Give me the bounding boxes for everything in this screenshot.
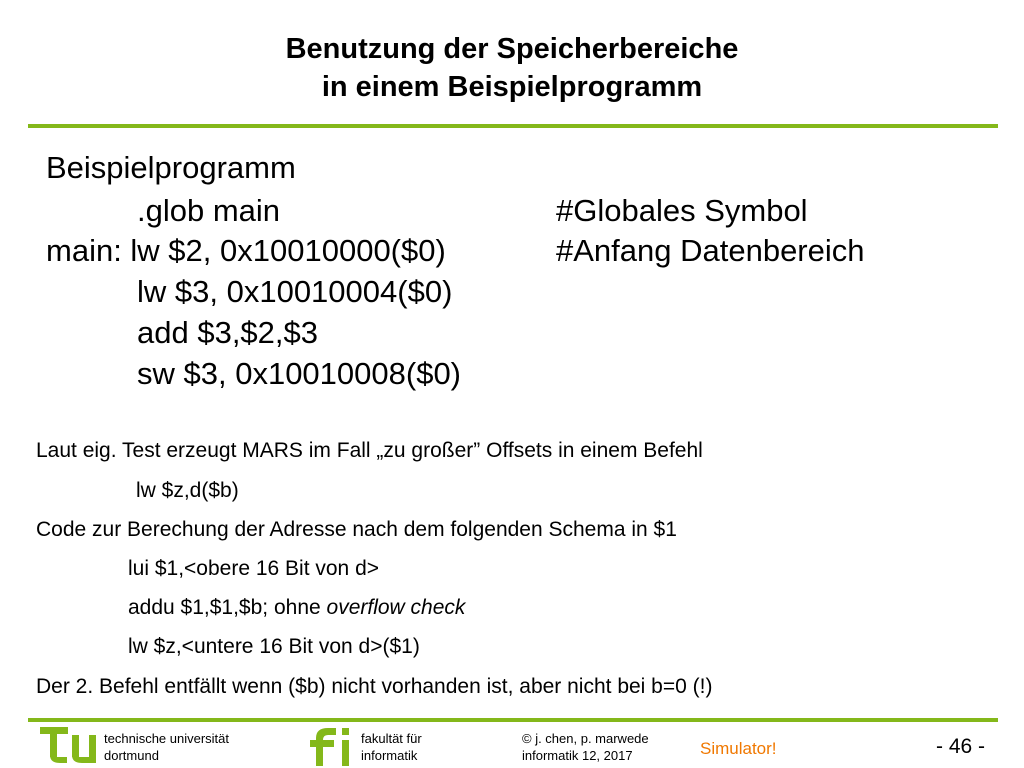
code-line-5: sw $3, 0x10010008($0) <box>137 356 462 391</box>
code-line-3: lw $3, 0x10010004($0) <box>137 274 453 309</box>
note-line-4: lui $1,<obere 16 Bit von d> <box>128 557 380 580</box>
faculty-name <box>361 730 422 764</box>
note-line-5-emphasis: overflow check <box>326 596 466 619</box>
note-line-2: lw $z,d($b) <box>136 479 239 502</box>
copyright-line-1: © j. chen, p. marwede <box>522 731 649 746</box>
note-line-5-text: addu $1,$1,$b; ohne <box>128 596 327 619</box>
code-line-4: add $3,$2,$3 <box>137 315 319 350</box>
note-line-3: Code zur Berechung der Adresse nach dem folgenden Schema in $1 <box>36 518 677 541</box>
note-line-6: lw $z,<untere 16 Bit von d>($1) <box>128 635 420 658</box>
university-name <box>104 730 229 764</box>
code-line-2: main: lw $2, 0x10010000($0) <box>46 233 446 268</box>
code-line-1: .glob main <box>137 193 281 228</box>
fi-logo-icon <box>310 726 354 766</box>
title-divider <box>28 124 998 128</box>
title-line-2: in einem Beispielprogramm <box>321 71 703 103</box>
faculty-line-2: informatik <box>361 748 418 763</box>
university-line-1: technische universität <box>104 731 230 746</box>
code-comment-2: #Anfang Datenbereich <box>556 233 865 268</box>
copyright-line-2: informatik 12, 2017 <box>522 748 633 763</box>
note-line-7: Der 2. Befehl entfällt wenn ($b) nicht vorhanden ist, aber nicht bei b=0 (!) <box>36 675 713 698</box>
simulator-link[interactable]: Simulator! <box>700 739 777 758</box>
program-heading: Beispielprogramm <box>46 150 296 185</box>
tu-logo-icon <box>40 727 98 765</box>
slide-title <box>0 30 1024 106</box>
code-comment-1: #Globales Symbol <box>556 193 808 228</box>
university-line-2: dortmund <box>104 748 159 763</box>
footer-divider <box>28 718 998 722</box>
copyright-block <box>522 730 649 764</box>
title-line-1: Benutzung der Speicherbereiche <box>285 33 739 65</box>
faculty-line-1: fakultät für <box>361 731 422 746</box>
note-line-5 <box>128 595 465 621</box>
note-line-1: Laut eig. Test erzeugt MARS im Fall „zu großer” Offsets in einem Befehl <box>36 439 703 462</box>
page-number: - 46 - <box>936 735 986 758</box>
